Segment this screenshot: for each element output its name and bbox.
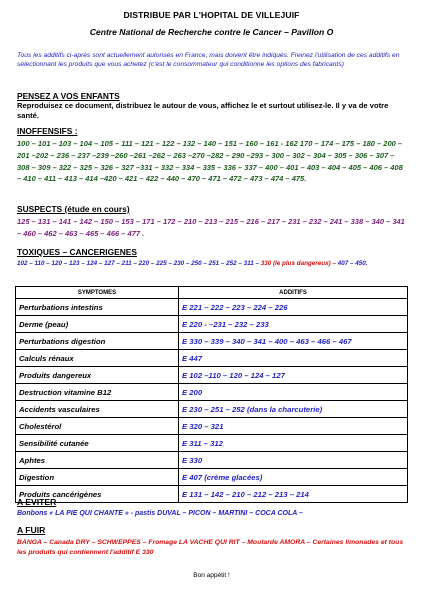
symptom-cell: Perturbations digestion	[16, 333, 179, 350]
table-row	[16, 299, 408, 316]
table-row	[16, 367, 408, 384]
symptom-cell: Destruction vitamine B12	[16, 384, 179, 401]
additives-cell: E 220 - –231 – 232 – 233	[179, 316, 408, 333]
table-row	[16, 452, 408, 469]
document-title: DISTRIBUE PAR L'HOPITAL DE VILLEJUIF	[123, 10, 300, 20]
table-row	[16, 316, 408, 333]
footer-bon-appetit: Bon appétit !	[193, 572, 230, 579]
heading-toxiques: TOXIQUES – CANCERIGENES	[17, 247, 137, 257]
symptom-cell: Produits cancérigènes	[16, 486, 179, 503]
additives-cell: E 131 – 142 – 210 – 212 – 213 – 214	[179, 486, 408, 503]
suspects-list: 125 – 131 – 141 – 142 – 150 – 153 – 171 – 172 – 210 – 213 – 215 – 216 – 217 – 231 – 232 – 241 – 338 – 340 – 341 – 460 – 462 – 463 – 465 – 466 – 477 .	[17, 217, 405, 238]
heading-eviter: A EVITER	[17, 497, 57, 507]
heading-suspects: SUSPECTS (étude en cours)	[17, 204, 130, 214]
symptom-cell: Aphtes	[16, 452, 179, 469]
table-row	[16, 435, 408, 452]
additives-cell: E 102 –110 – 120 – 124 – 127	[179, 367, 408, 384]
symptom-cell: Sensibilité cutanée	[16, 435, 179, 452]
table-body	[16, 299, 408, 503]
eviter-text: Bonbons « LA PIE QUI CHANTE » - pastis DUVAL – PICON – MARTINI – COCA COLA –	[17, 510, 303, 517]
pensez-text: Reproduisez ce document, distribuez le autour de vous, affichez le et surtout utilisez-le. Il y va de votre santé.	[17, 101, 389, 120]
symptom-cell: Digestion	[16, 469, 179, 486]
table-row	[16, 469, 408, 486]
additives-cell: E 230 – 251 – 252 (dans la charcuterie)	[179, 401, 408, 418]
table-row	[16, 401, 408, 418]
symptom-cell: Accidents vasculaires	[16, 401, 179, 418]
additives-cell: E 330	[179, 452, 408, 469]
symptoms-table	[15, 286, 408, 503]
toxiques-list-part2: 407 – 450.	[335, 260, 368, 267]
fuir-text: BANGA – Canada DRY – SCHWEPPES – Fromage LA VACHE QUI RIT – Moutarde AMORA – Certaines limonades et tous les produits qui contiennent l'additif E 330	[17, 539, 404, 556]
symptom-cell: Derme (peau)	[16, 316, 179, 333]
additives-cell: E 221 – 222 – 223 – 224 – 226	[179, 299, 408, 316]
column-header-symptomes: SYMPTOMES	[16, 287, 179, 299]
table-row	[16, 418, 408, 435]
additives-cell: E 320 – 321	[179, 418, 408, 435]
symptom-cell: Perturbations intestins	[16, 299, 179, 316]
toxiques-list-red: 330 (le plus dangereux) –	[258, 260, 336, 267]
heading-fuir: A FUIR	[17, 525, 46, 535]
heading-inoffensifs: INOFFENSIFS :	[17, 126, 78, 136]
symptom-cell: Produits dangereux	[16, 367, 179, 384]
column-header-additifs: ADDITIFS	[179, 287, 408, 299]
table-row	[16, 350, 408, 367]
additives-cell: E 311 – 312	[179, 435, 408, 452]
toxiques-list	[17, 259, 412, 269]
additives-cell: E 330 – 339 – 340 – 341 – 400 – 463 – 466 – 467	[179, 333, 408, 350]
toxiques-list-part1: 102 – 110 – 120 – 123 – 124 – 127 – 211 – 220 – 225 – 230 – 250 – 251 – 252 – 311 –	[17, 260, 259, 267]
heading-pensez: PENSEZ A VOS ENFANTS	[17, 91, 120, 101]
document-subtitle: Centre National de Recherche contre le Cancer – Pavillon O	[89, 27, 334, 37]
additives-cell: E 407 (crème glacées)	[179, 469, 408, 486]
additives-cell: E 447	[179, 350, 408, 367]
table-row	[16, 486, 408, 503]
intro-text: Tous les additifs ci-après sont actuellement autorisés en France, mais doivent être indiqués. Freinez l'utilisation de ces additifs en sélectionnant les produits que vous achetez (c'est le consommateur qui conditionne les options des fabricants)	[17, 52, 400, 68]
table-header-row	[16, 287, 408, 299]
symptom-cell: Calculs rénaux	[16, 350, 179, 367]
table-row	[16, 384, 408, 401]
additives-cell: E 200	[179, 384, 408, 401]
symptom-cell: Cholestérol	[16, 418, 179, 435]
table-row	[16, 333, 408, 350]
inoffensifs-list: 100 – 101 – 103 – 104 – 105 – 111 – 121 – 122 – 132 – 140 – 151 – 160 – 161 - 162 170 – 174 – 175 – 180 – 200 –201 –202 – 236 – 237 –239 –260 –261 –262 – 263 –270 –282 – 290 –293 – 300 – 302 – 304 – 305 – 306 – 307 – 308 – 309 – 322 – 325 – 326 – 327 –331 – 332 – 334 – 335 – 336 – 337 – 400 – 401 – 403 – 404 – 405 – 406 – 408 – 410 – 411 – 413 – 414 –420 – 421 – 422 – 440 – 470 – 471 – 472 – 473 – 474 – 475.	[17, 139, 403, 184]
